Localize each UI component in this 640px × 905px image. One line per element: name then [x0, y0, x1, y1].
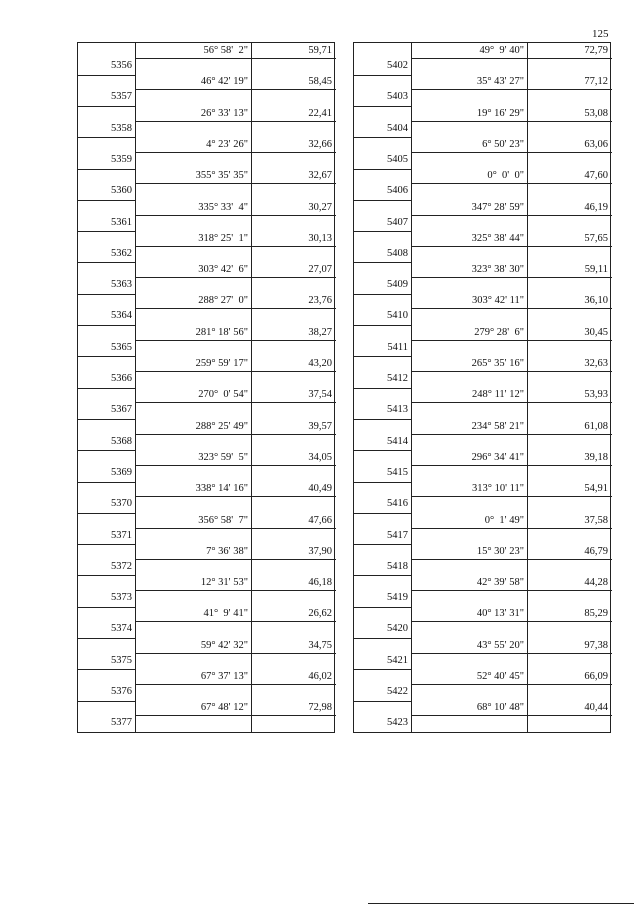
point-id: 5359	[111, 153, 132, 165]
distance-value: 54,91	[584, 483, 608, 495]
point-id: 5372	[111, 560, 132, 572]
row-rule	[135, 559, 336, 560]
id-rule	[354, 419, 411, 420]
point-id: 5408	[387, 247, 408, 259]
angle-value: 52° 40' 45"	[476, 671, 524, 682]
angle-value: 0° 0' 0"	[487, 170, 524, 182]
id-rule	[78, 701, 135, 702]
distance-value: 22,41	[308, 107, 332, 119]
row-rule	[135, 89, 336, 90]
id-rule	[78, 294, 135, 295]
angle-value: 303° 42' 6"	[198, 264, 248, 276]
angle-value: 12° 31' 53"	[200, 577, 248, 589]
id-rule	[354, 607, 411, 608]
distance-value: 46,02	[308, 671, 332, 682]
angle-value: 40° 13' 31"	[476, 608, 524, 620]
point-id: 5376	[111, 686, 132, 697]
point-id: 5406	[387, 185, 408, 197]
point-id: 5358	[111, 122, 132, 134]
row-rule	[411, 528, 612, 529]
row-rule	[135, 684, 336, 685]
id-rule	[354, 388, 411, 389]
row-rule	[411, 308, 612, 309]
id-rule	[354, 732, 411, 733]
id-rule	[354, 513, 411, 514]
point-id: 5361	[111, 216, 132, 228]
row-rule	[135, 371, 336, 372]
row-rule	[135, 308, 336, 309]
angle-value: 49° 9' 40"	[479, 45, 524, 56]
distance-value: 46,79	[584, 545, 608, 557]
point-id: 5404	[387, 122, 408, 134]
id-rule	[354, 106, 411, 107]
angle-value: 35° 43' 27"	[476, 76, 524, 88]
distance-value: 43,20	[308, 358, 332, 369]
id-rule	[78, 513, 135, 514]
row-rule	[135, 621, 336, 622]
distance-value: 39,18	[584, 451, 608, 463]
angle-value: 19° 16' 29"	[476, 107, 524, 119]
angle-value: 303° 42' 11"	[472, 295, 524, 307]
id-rule	[354, 575, 411, 576]
row-rule	[135, 653, 336, 654]
point-id: 5402	[387, 60, 408, 71]
id-rule	[354, 169, 411, 170]
angle-value: 248° 11' 12"	[472, 389, 524, 401]
distance-value: 40,44	[584, 702, 608, 714]
row-rule	[135, 183, 336, 184]
distance-value: 66,09	[584, 671, 608, 682]
angle-value: 41° 9' 41"	[203, 608, 248, 620]
point-id: 5368	[111, 435, 132, 447]
row-rule	[135, 340, 336, 341]
point-id: 5357	[111, 91, 132, 103]
point-id: 5414	[387, 435, 408, 447]
row-rule	[135, 528, 336, 529]
row-rule	[411, 559, 612, 560]
row-rule	[411, 215, 612, 216]
distance-value: 57,65	[584, 232, 608, 244]
row-rule	[411, 246, 612, 247]
angle-value: 325° 38' 44"	[471, 232, 524, 244]
row-rule	[135, 121, 336, 122]
id-rule	[354, 638, 411, 639]
angle-value: 355° 35' 35"	[195, 170, 248, 182]
id-rule	[78, 388, 135, 389]
angle-value: 67° 48' 12"	[200, 702, 248, 714]
angle-value: 356° 58' 7"	[198, 514, 248, 526]
id-rule	[354, 701, 411, 702]
point-id: 5412	[387, 373, 408, 384]
angle-value: 288° 25' 49"	[195, 420, 248, 432]
id-rule	[78, 450, 135, 451]
distance-value: 53,93	[584, 389, 608, 401]
distance-value: 23,76	[308, 295, 332, 307]
id-rule	[354, 450, 411, 451]
angle-value: 338° 14' 16"	[195, 483, 248, 495]
point-id: 5423	[387, 717, 408, 729]
row-rule	[411, 340, 612, 341]
row-rule	[411, 590, 612, 591]
row-rule	[135, 402, 336, 403]
row-rule	[135, 434, 336, 435]
point-id: 5366	[111, 373, 132, 384]
point-id: 5373	[111, 592, 132, 604]
point-id: 5407	[387, 216, 408, 228]
survey-table-right	[353, 42, 611, 733]
row-rule	[411, 402, 612, 403]
id-rule	[78, 75, 135, 76]
angle-value: 4° 23' 26"	[206, 138, 248, 150]
row-rule	[135, 58, 336, 59]
angle-value: 279° 28' 6"	[474, 326, 524, 338]
angle-value: 347° 28' 59"	[471, 201, 524, 213]
distance-value: 32,66	[308, 138, 332, 150]
row-rule	[411, 121, 612, 122]
row-rule	[135, 465, 336, 466]
id-rule	[78, 169, 135, 170]
page-number: 125	[592, 28, 609, 40]
angle-value: 259° 59' 17"	[195, 358, 248, 369]
angle-value: 288° 27' 0"	[198, 295, 248, 307]
point-id: 5365	[111, 341, 132, 353]
id-rule	[78, 544, 135, 545]
angle-value: 46° 42' 19"	[200, 76, 248, 88]
point-id: 5409	[387, 279, 408, 291]
point-id: 5421	[387, 654, 408, 666]
point-id: 5363	[111, 279, 132, 291]
point-id: 5410	[387, 310, 408, 322]
distance-value: 32,63	[584, 358, 608, 369]
distance-value: 38,27	[308, 326, 332, 338]
distance-value: 40,49	[308, 483, 332, 495]
distance-value: 72,98	[308, 702, 332, 714]
distance-value: 61,08	[584, 420, 608, 432]
distance-value: 72,79	[584, 45, 608, 56]
distance-value: 27,07	[308, 264, 332, 276]
distance-value: 47,60	[584, 170, 608, 182]
angle-value: 318° 25' 1"	[198, 232, 248, 244]
angle-value: 59° 42' 32"	[200, 639, 248, 651]
row-rule	[135, 246, 336, 247]
distance-value: 47,66	[308, 514, 332, 526]
point-id: 5422	[387, 686, 408, 697]
distance-value: 37,58	[584, 514, 608, 526]
id-rule	[354, 200, 411, 201]
point-id: 5362	[111, 247, 132, 259]
id-rule	[78, 262, 135, 263]
angle-value: 15° 30' 23"	[476, 545, 524, 557]
point-id: 5418	[387, 560, 408, 572]
angle-value: 67° 37' 13"	[200, 671, 248, 682]
point-id: 5417	[387, 529, 408, 541]
angle-value: 6° 50' 23"	[482, 138, 524, 150]
angle-value: 26° 33' 13"	[200, 107, 248, 119]
angle-value: 270° 0' 54"	[198, 389, 248, 401]
point-id: 5370	[111, 498, 132, 510]
distance-value: 30,45	[584, 326, 608, 338]
id-rule	[354, 669, 411, 670]
id-rule	[78, 638, 135, 639]
angle-value: 296° 34' 41"	[471, 451, 524, 463]
angle-value: 265° 35' 16"	[471, 358, 524, 369]
point-id: 5375	[111, 654, 132, 666]
id-rule	[354, 294, 411, 295]
distance-value: 37,54	[308, 389, 332, 401]
distance-value: 44,28	[584, 577, 608, 589]
distance-value: 46,18	[308, 577, 332, 589]
id-rule	[354, 262, 411, 263]
point-id: 5416	[387, 498, 408, 510]
distance-value: 53,08	[584, 107, 608, 119]
id-rule	[78, 325, 135, 326]
row-rule	[411, 58, 612, 59]
angle-value: 42° 39' 58"	[476, 577, 524, 589]
point-id: 5371	[111, 529, 132, 541]
distance-value: 85,29	[584, 608, 608, 620]
row-rule	[135, 277, 336, 278]
distance-value: 59,11	[584, 264, 608, 276]
survey-table-left	[77, 42, 335, 733]
distance-value: 34,05	[308, 451, 332, 463]
row-rule	[135, 496, 336, 497]
row-rule	[411, 465, 612, 466]
point-id: 5420	[387, 623, 408, 635]
id-rule	[354, 482, 411, 483]
id-rule	[78, 356, 135, 357]
point-id: 5369	[111, 466, 132, 478]
distance-value: 97,38	[584, 639, 608, 651]
row-rule	[135, 715, 336, 716]
row-rule	[411, 371, 612, 372]
angle-value: 0° 1' 49"	[484, 514, 524, 526]
row-rule	[411, 715, 612, 716]
point-id: 5405	[387, 153, 408, 165]
row-rule	[135, 590, 336, 591]
angle-value: 281° 18' 56"	[195, 326, 248, 338]
id-rule	[78, 669, 135, 670]
id-rule	[78, 607, 135, 608]
distance-value: 37,90	[308, 545, 332, 557]
distance-value: 63,06	[584, 138, 608, 150]
point-id: 5411	[387, 341, 408, 353]
row-rule	[411, 496, 612, 497]
angle-value: 335° 33' 4"	[198, 201, 248, 213]
distance-value: 39,57	[308, 420, 332, 432]
angle-value: 313° 10' 11"	[472, 483, 524, 495]
angle-value: 234° 58' 21"	[471, 420, 524, 432]
point-id: 5413	[387, 404, 408, 416]
row-rule	[135, 152, 336, 153]
id-rule	[354, 356, 411, 357]
row-rule	[135, 215, 336, 216]
distance-value: 26,62	[308, 608, 332, 620]
id-rule	[78, 575, 135, 576]
distance-value: 32,67	[308, 170, 332, 182]
distance-value: 30,13	[308, 232, 332, 244]
id-rule	[78, 732, 135, 733]
id-rule	[354, 75, 411, 76]
id-rule	[78, 106, 135, 107]
row-rule	[411, 183, 612, 184]
distance-value: 36,10	[584, 295, 608, 307]
distance-value: 59,71	[308, 45, 332, 56]
point-id: 5367	[111, 404, 132, 416]
point-id: 5360	[111, 185, 132, 197]
angle-value: 68° 10' 48"	[476, 702, 524, 714]
row-rule	[411, 684, 612, 685]
id-rule	[354, 137, 411, 138]
row-rule	[411, 89, 612, 90]
id-rule	[78, 200, 135, 201]
id-rule	[354, 544, 411, 545]
distance-value: 58,45	[308, 76, 332, 88]
id-rule	[78, 482, 135, 483]
distance-value: 77,12	[584, 76, 608, 88]
point-id: 5374	[111, 623, 132, 635]
angle-value: 7° 36' 38"	[206, 545, 248, 557]
angle-value: 56° 58' 2"	[203, 45, 248, 56]
id-rule	[354, 325, 411, 326]
distance-value: 46,19	[584, 201, 608, 213]
id-rule	[354, 231, 411, 232]
angle-value: 323° 38' 30"	[471, 264, 524, 276]
point-id: 5403	[387, 91, 408, 103]
id-rule	[78, 419, 135, 420]
point-id: 5377	[111, 717, 132, 729]
distance-value: 34,75	[308, 639, 332, 651]
row-rule	[411, 434, 612, 435]
row-rule	[411, 621, 612, 622]
point-id: 5419	[387, 592, 408, 604]
row-rule	[411, 653, 612, 654]
distance-value: 30,27	[308, 201, 332, 213]
point-id: 5364	[111, 310, 132, 322]
id-rule	[78, 231, 135, 232]
angle-value: 43° 55' 20"	[476, 639, 524, 651]
footer-rule	[368, 903, 634, 904]
angle-value: 323° 59' 5"	[198, 451, 248, 463]
point-id: 5415	[387, 466, 408, 478]
id-rule	[78, 137, 135, 138]
row-rule	[411, 152, 612, 153]
row-rule	[411, 277, 612, 278]
point-id: 5356	[111, 60, 132, 71]
